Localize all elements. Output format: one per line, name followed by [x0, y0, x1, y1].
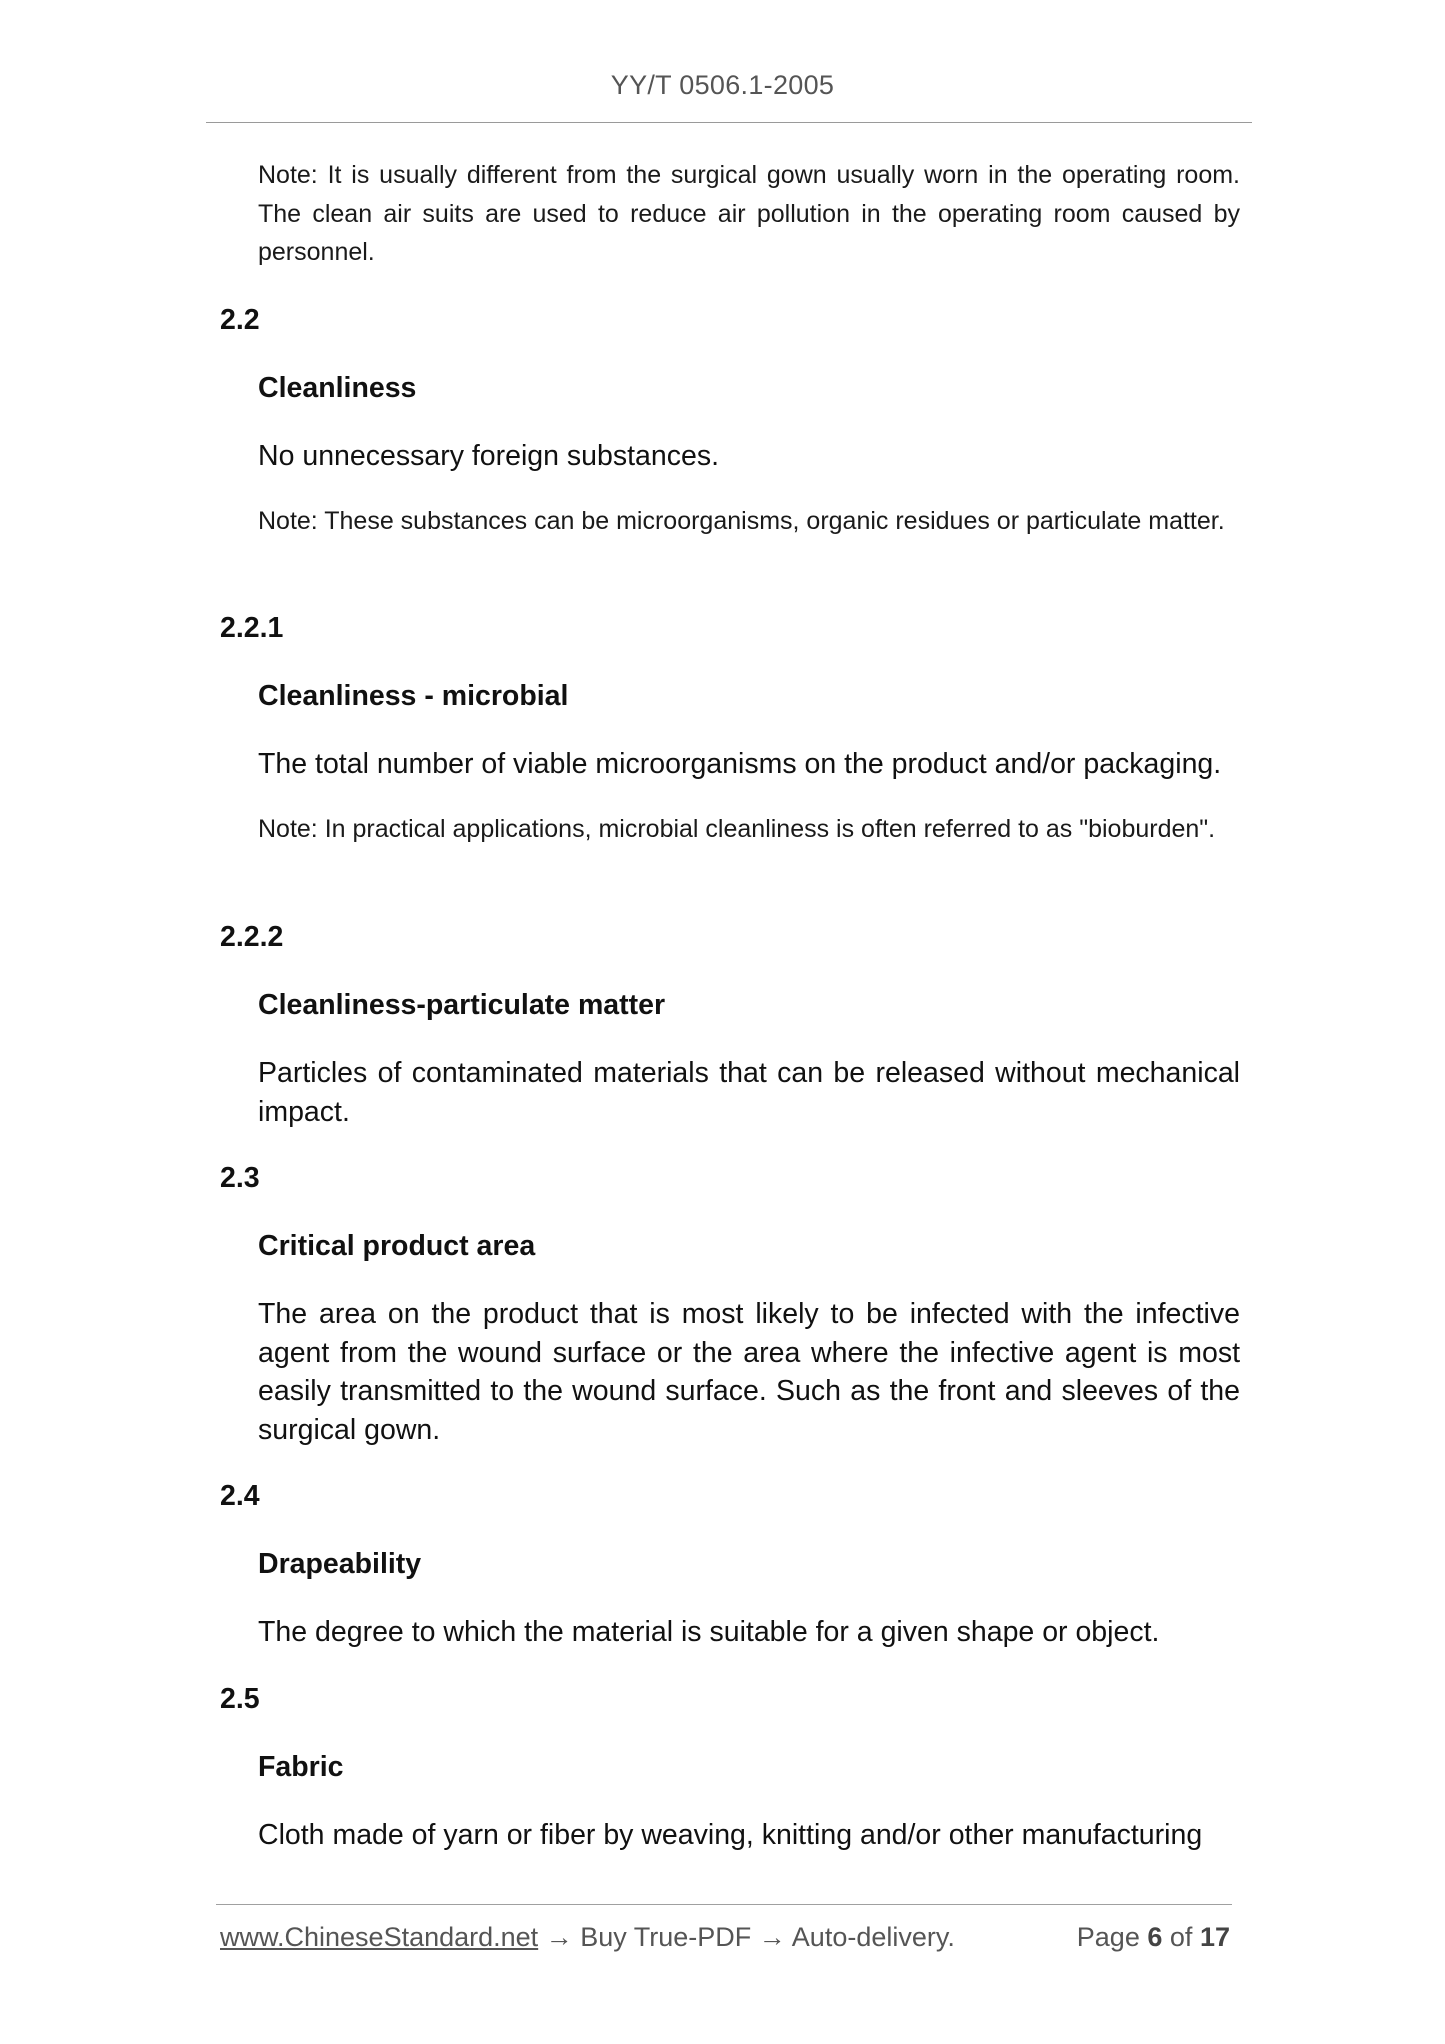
page-footer — [220, 1922, 1230, 1962]
footer-divider — [216, 1904, 1232, 1905]
note-cleanliness: Note: These substances can be microorganisms, organic residues or particulate matter. — [258, 507, 1225, 535]
definition-critical-product-area: The area on the product that is most likely to be infected with the infective agent from the wound surface or the area where the infective agent is most easily transmitted to the wound surface. Such as the front and sleeves of the surgical gown. — [258, 1298, 1240, 1446]
section-number-2-2-1: 2.2.1 — [220, 612, 284, 644]
section-number-2-4: 2.4 — [220, 1480, 260, 1512]
total-page-number: 17 — [1199, 1922, 1230, 1952]
page-of-label: of — [1169, 1922, 1193, 1952]
footer-promo — [220, 1922, 955, 1953]
auto-delivery-text: Auto-delivery. — [791, 1922, 955, 1952]
definition-fabric: Cloth made of yarn or fiber by weaving, knitting and/or other manufacturing — [258, 1819, 1203, 1851]
buy-true-pdf-text: Buy True-PDF — [580, 1922, 752, 1952]
current-page-number: 6 — [1147, 1922, 1163, 1952]
note-bioburden: Note: In practical applications, microbial cleanliness is often referred to as "bioburden". — [258, 815, 1216, 843]
page-indicator — [1077, 1922, 1230, 1953]
section-number-2-3: 2.3 — [220, 1162, 260, 1194]
definition-cleanliness: No unnecessary foreign substances. — [258, 440, 720, 472]
page-label: Page — [1076, 1922, 1140, 1952]
website-link[interactable]: www.ChineseStandard.net — [220, 1922, 539, 1952]
document-code-header: YY/T 0506.1-2005 — [610, 70, 835, 100]
section-number-2-2: 2.2 — [220, 304, 260, 336]
term-drapeability: Drapeability — [258, 1548, 422, 1580]
term-critical-product-area: Critical product area — [258, 1230, 536, 1262]
definition-drapeability: The degree to which the material is suitable for a given shape or object. — [258, 1616, 1160, 1648]
note-continuation: Note: It is usually different from the surgical gown usually worn in the operating room. The clean air suits are used to reduce air pollution in the operating room caused by personnel. — [258, 161, 1240, 266]
definition-cleanliness-microbial: The total number of viable microorganisms on the product and/or packaging. — [258, 748, 1222, 780]
term-fabric: Fabric — [258, 1751, 344, 1783]
definition-cleanliness-particulate: Particles of contaminated materials that can be released without mechanical impact. — [258, 1057, 1240, 1128]
arrow-right-icon: → — [758, 1922, 786, 1952]
term-cleanliness-particulate: Cleanliness-particulate matter — [258, 989, 666, 1021]
header-divider — [206, 122, 1252, 123]
term-cleanliness-microbial: Cleanliness - microbial — [258, 680, 569, 712]
section-number-2-2-2: 2.2.2 — [220, 921, 284, 953]
term-cleanliness: Cleanliness — [258, 372, 417, 404]
section-number-2-5: 2.5 — [220, 1683, 260, 1715]
arrow-right-icon: → — [545, 1922, 573, 1952]
